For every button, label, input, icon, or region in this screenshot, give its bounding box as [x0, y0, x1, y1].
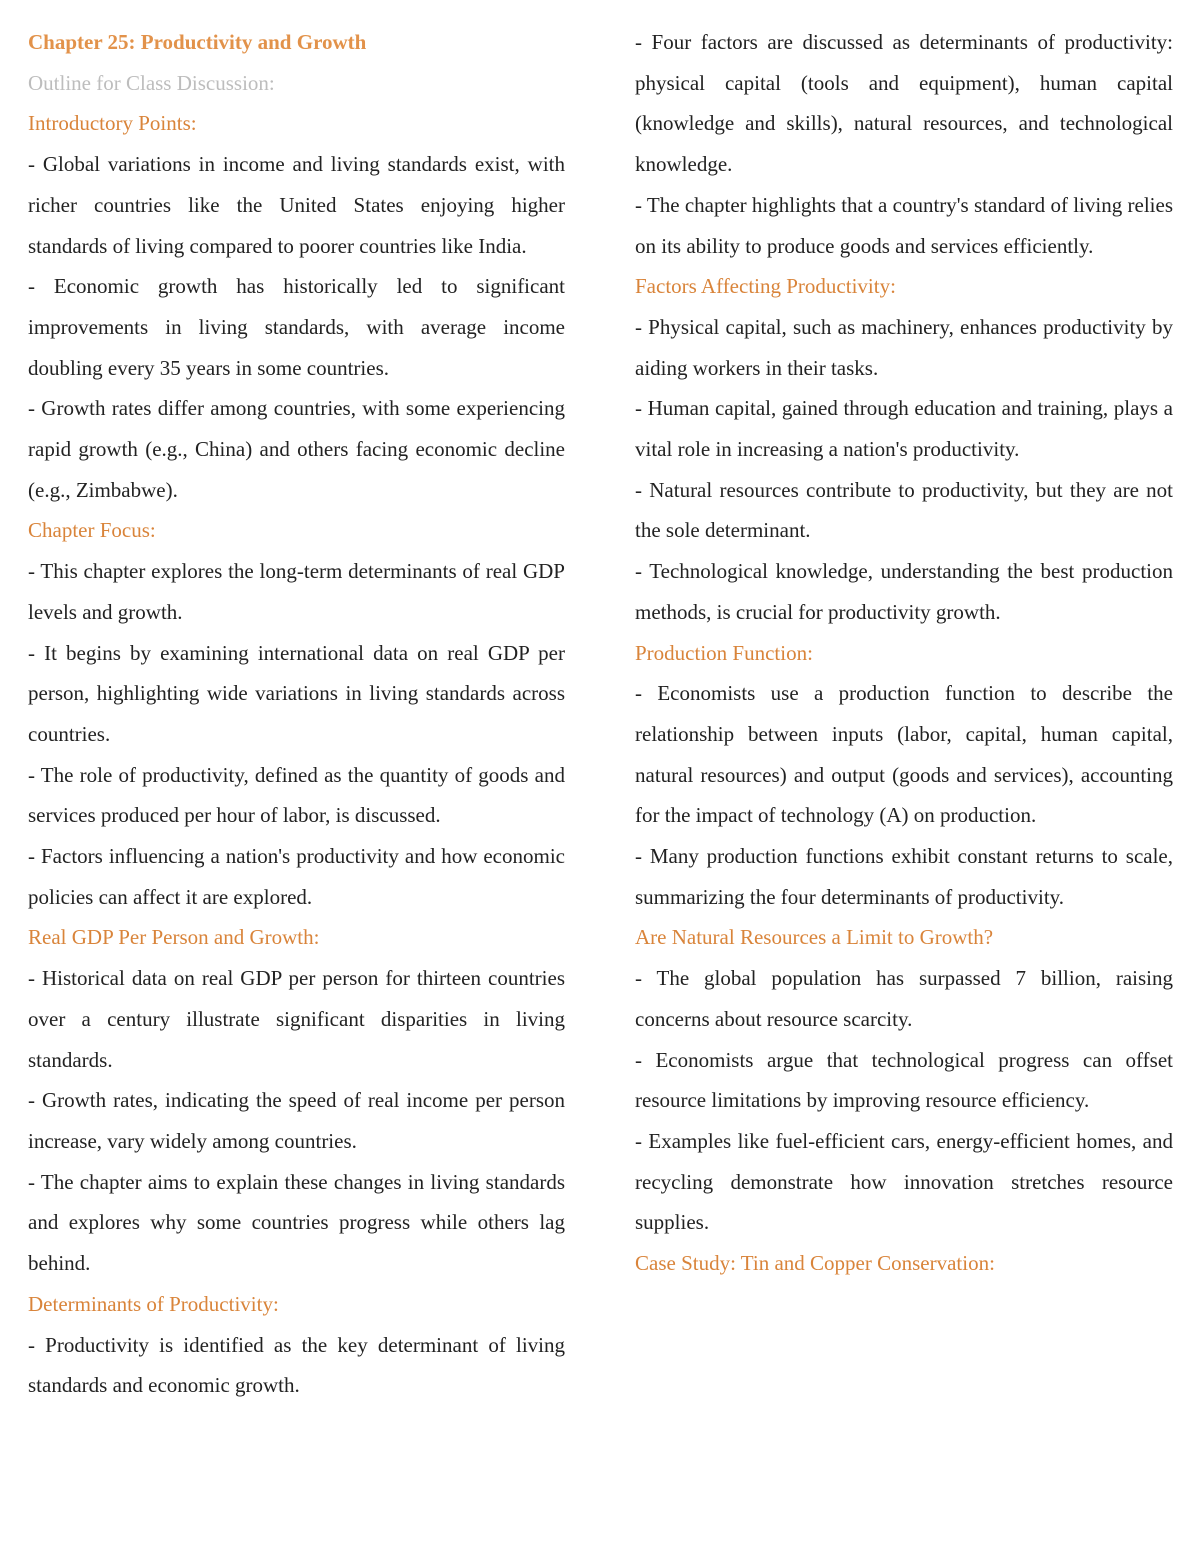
gdp-point: - Growth rates, indicating the speed of real income per person increase, vary widely among countries. — [28, 1088, 565, 1153]
production-point: - Economists use a production function to describe the relationship between inputs (labor, capital, human capital, natural resources) and output (goods and services), accounting for the impact of technology (A) on production. — [635, 681, 1173, 828]
resources-point: - Economists argue that technological progress can offset resource limitations by improving resource efficiency. — [635, 1047, 1173, 1113]
determinants-point: - The chapter highlights that a country's standard of living relies on its ability to produce goods and services efficiently. — [635, 192, 1173, 258]
focus-point: - It begins by examining international data on real GDP per person, highlighting wide variations in living standards across countries. — [28, 640, 565, 746]
section-heading-gdp: Real GDP Per Person and Growth: — [28, 925, 320, 950]
focus-point: - This chapter explores the long-term determinants of real GDP levels and growth. — [28, 559, 565, 624]
factors-point: - Human capital, gained through education and training, plays a vital role in increasing a nation's productivity. — [635, 396, 1173, 462]
section-heading-determinants: Determinants of Productivity: — [28, 1291, 279, 1316]
intro-point: - Global variations in income and living standards exist, with richer countries like the United States enjoying higher standards of living compared to poorer countries like India. — [28, 152, 565, 258]
section-heading-case-study: Case Study: Tin and Copper Conservation: — [635, 1251, 995, 1276]
intro-point: - Growth rates differ among countries, with some experiencing rapid growth (e.g., China) and others facing economic decline (e.g., Zimbabwe). — [28, 396, 565, 502]
determinants-point: - Four factors are discussed as determinants of productivity: physical capital (tools and equipment), human capital (knowledge and skills), natural resources, and technological knowledge. — [635, 30, 1173, 177]
document-subtitle: Outline for Class Discussion: — [28, 70, 275, 95]
intro-point: - Economic growth has historically led to significant improvements in living standards, with average income doubling every 35 years in some countries. — [28, 274, 565, 380]
production-point: - Many production functions exhibit constant returns to scale, summarizing the four determinants of productivity. — [635, 844, 1173, 909]
section-heading-resources: Are Natural Resources a Limit to Growth? — [635, 925, 994, 950]
resources-point: - Examples like fuel-efficient cars, energy-efficient homes, and recycling demonstrate how innovation stretches resource supplies. — [635, 1128, 1173, 1235]
section-heading-factors: Factors Affecting Productivity: — [635, 274, 896, 299]
document-title: Chapter 25: Productivity and Growth — [28, 30, 367, 54]
factors-point: - Technological knowledge, understanding the best production methods, is crucial for productivity growth. — [635, 559, 1173, 624]
section-heading-intro: Introductory Points: — [28, 111, 197, 136]
section-heading-focus: Chapter Focus: — [28, 518, 156, 543]
determinants-point: - Productivity is identified as the key determinant of living standards and economic growth. — [28, 1332, 565, 1398]
gdp-point: - The chapter aims to explain these changes in living standards and explores why some countries progress while others lag behind. — [28, 1169, 565, 1276]
factors-point: - Physical capital, such as machinery, enhances productivity by aiding workers in their tasks. — [635, 314, 1173, 380]
left-column — [28, 22, 565, 1406]
factors-point: - Natural resources contribute to productivity, but they are not the sole determinant. — [635, 477, 1173, 543]
focus-point: - The role of productivity, defined as the quantity of goods and services produced per hour of labor, is discussed. — [28, 762, 565, 828]
focus-point: - Factors influencing a nation's productivity and how economic policies can affect it are explored. — [28, 844, 565, 909]
section-heading-production: Production Function: — [635, 640, 813, 665]
resources-point: - The global population has surpassed 7 billion, raising concerns about resource scarcity. — [635, 966, 1173, 1031]
gdp-point: - Historical data on real GDP per person for thirteen countries over a century illustrate significant disparities in living standards. — [28, 966, 565, 1072]
right-column — [635, 22, 1173, 1284]
